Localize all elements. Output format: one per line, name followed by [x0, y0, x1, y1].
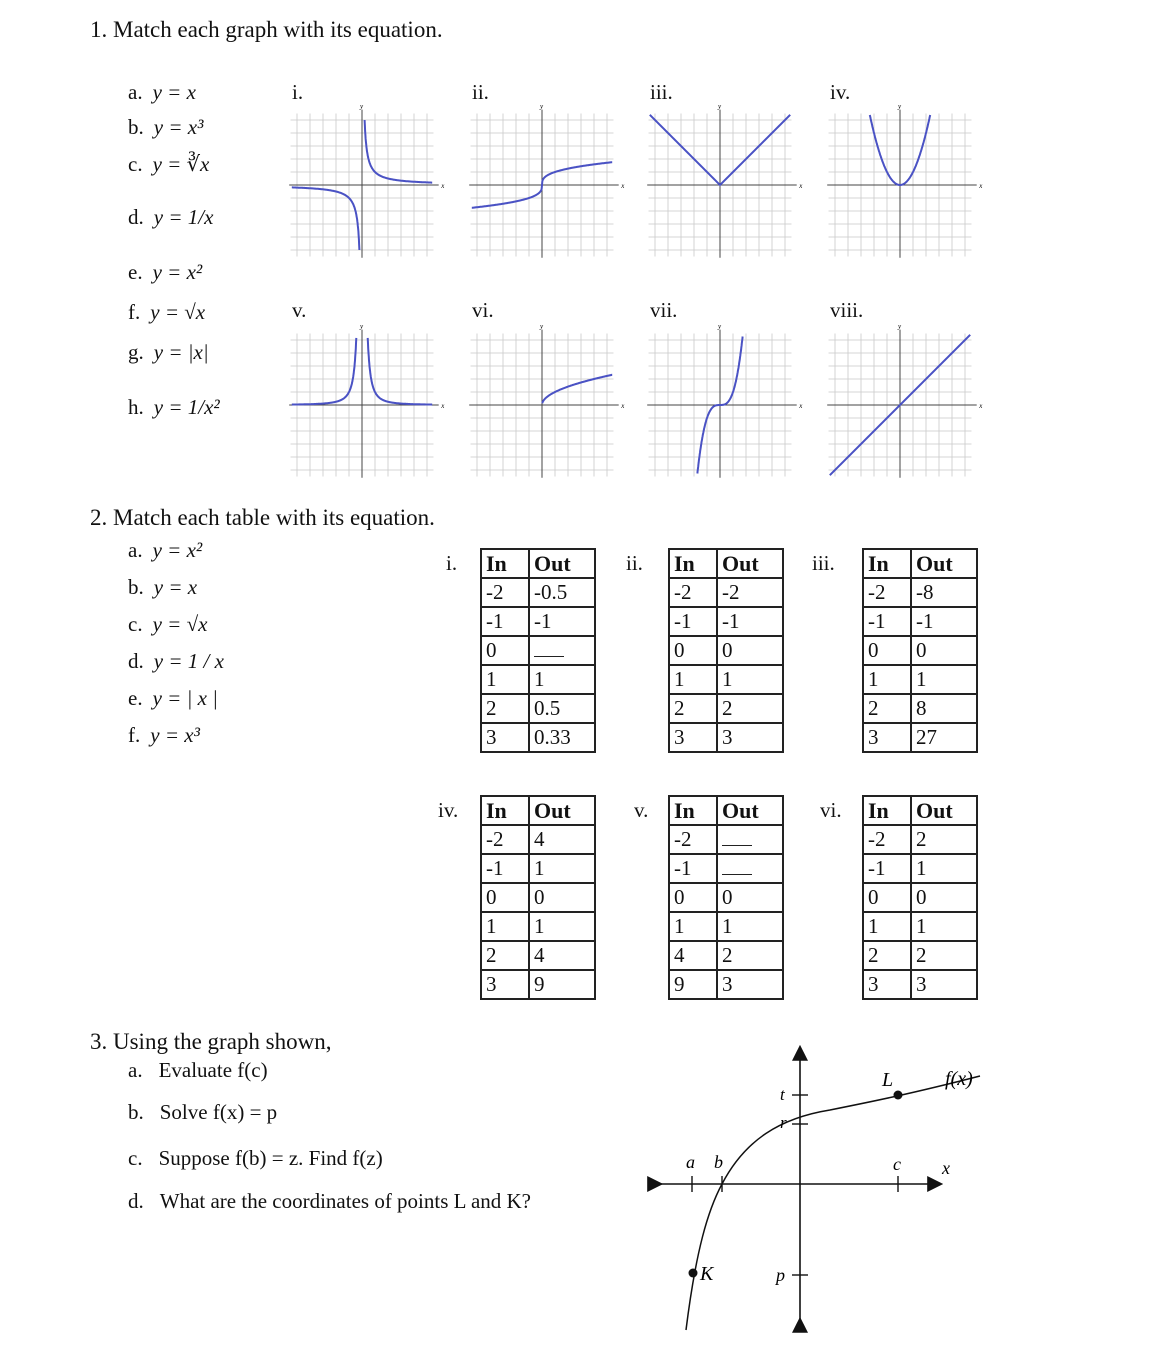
label-r: r: [780, 1113, 787, 1132]
table-row: [669, 883, 783, 912]
q2-equation-label: f.: [128, 723, 141, 747]
q2-table-label: iii.: [812, 551, 835, 575]
table-header-row: [669, 796, 783, 825]
q1-equation-a: [128, 80, 196, 105]
q3-part-label: a.: [128, 1058, 143, 1082]
table-row: [669, 607, 783, 636]
q1-equation-expr: y = 1/x²: [153, 395, 220, 419]
table-cell: 3: [481, 970, 529, 999]
q1-equation-expr: y = x: [152, 80, 196, 104]
point-L: [894, 1091, 903, 1100]
table-row: [669, 665, 783, 694]
q1-equation-expr: y = ∛x: [152, 152, 210, 176]
table-cell: 1: [481, 665, 529, 694]
table-row: [481, 854, 595, 883]
table-cell: -1: [863, 854, 911, 883]
table-cell: 0: [481, 636, 529, 665]
q1-equation-expr: y = x²: [152, 260, 203, 284]
table-cell: 3: [863, 723, 911, 752]
q1-equation-expr: y = |x|: [153, 340, 209, 364]
table-cell: 3: [863, 970, 911, 999]
table-header-cell: In: [481, 549, 529, 578]
table-cell: 0: [669, 636, 717, 665]
q2-equation-expr: y = x: [153, 575, 198, 599]
table-cell: 3: [717, 723, 783, 752]
table-cell: 1: [863, 665, 911, 694]
blank-line: [722, 858, 752, 875]
point-K: [689, 1269, 698, 1278]
table-cell: 1: [669, 912, 717, 941]
table-header-cell: Out: [717, 796, 783, 825]
table-cell: 2: [911, 825, 977, 854]
q2-equation-label: e.: [128, 686, 143, 710]
q3-part-label: c.: [128, 1146, 143, 1170]
y-axis-letter: y: [898, 322, 902, 331]
q2-table-label: i.: [446, 551, 458, 575]
table-row: [863, 665, 977, 694]
y-axis-letter: y: [898, 102, 902, 111]
q2-table-3: [862, 548, 978, 753]
table-cell: 0: [669, 883, 717, 912]
q1-graph-3: [652, 102, 803, 270]
table-header-cell: In: [863, 796, 911, 825]
table-cell: 9: [529, 970, 595, 999]
table-row: [481, 912, 595, 941]
table-cell: -2: [669, 825, 717, 854]
table-cell: 1: [529, 912, 595, 941]
q2-equation-label: c.: [128, 612, 143, 636]
q2-table-label: vi.: [820, 798, 842, 822]
q1-graph-label: vii.: [650, 298, 678, 322]
q2-equation-d: [128, 649, 224, 674]
q1-equation-d: [128, 205, 213, 230]
table-cell: 1: [717, 912, 783, 941]
table-cell: 3: [481, 723, 529, 752]
q3-graph: [630, 1040, 1000, 1340]
table-cell: [717, 825, 783, 854]
q1-equation-label: h.: [128, 395, 144, 419]
table-row: [481, 694, 595, 723]
y-axis-letter: y: [360, 102, 364, 111]
q1-graph-label: i.: [292, 80, 304, 104]
y-axis-letter: y: [540, 322, 544, 331]
q2-equation-expr: y = x²: [152, 538, 203, 562]
q2-table-label: iv.: [438, 798, 459, 822]
table-header-cell: Out: [911, 549, 977, 578]
table-cell: 2: [481, 941, 529, 970]
q1-graph-7: [652, 322, 803, 490]
table-row: [669, 912, 783, 941]
table-cell: 2: [863, 941, 911, 970]
table-row: [481, 825, 595, 854]
label-x: x: [942, 1158, 950, 1178]
q2-table-2: [668, 548, 784, 753]
table-header-cell: Out: [529, 549, 595, 578]
table-cell: 1: [863, 912, 911, 941]
table-cell: 4: [529, 941, 595, 970]
q3-part-label: d.: [128, 1189, 144, 1213]
x-axis-letter: x: [621, 182, 625, 190]
q3-part-a: [128, 1058, 268, 1083]
table-row: [863, 723, 977, 752]
table-row: [481, 970, 595, 999]
table-row: [863, 970, 977, 999]
table-row: [669, 636, 783, 665]
table-cell: -1: [669, 607, 717, 636]
table-cell: -1: [911, 607, 977, 636]
table-cell: [717, 854, 783, 883]
label-K: K: [700, 1263, 714, 1285]
table-header-cell: Out: [529, 796, 595, 825]
table-row: [863, 941, 977, 970]
q1-graph-label: v.: [292, 298, 307, 322]
table-cell: 1: [911, 912, 977, 941]
table-cell: 3: [911, 970, 977, 999]
blank-line: [534, 640, 564, 657]
q2-equation-label: d.: [128, 649, 144, 673]
table-header-cell: In: [863, 549, 911, 578]
table-row: [481, 723, 595, 752]
q2-table-4: [480, 795, 596, 1000]
label-t: t: [780, 1085, 785, 1104]
q1-graph-2: [474, 102, 625, 270]
label-p: p: [776, 1265, 785, 1285]
q2-equation-a: [128, 538, 202, 563]
q1-graph-5: [294, 322, 445, 490]
table-cell: -8: [911, 578, 977, 607]
q3-part-text: Solve f(x) = p: [159, 1100, 278, 1124]
table-row: [481, 636, 595, 665]
table-row: [669, 854, 783, 883]
x-axis-letter: x: [979, 182, 983, 190]
table-cell: 0: [481, 883, 529, 912]
label-a: a: [686, 1152, 695, 1172]
table-cell: -1: [717, 607, 783, 636]
table-cell: 0: [529, 883, 595, 912]
x-axis-letter: x: [979, 402, 983, 410]
table-cell: 2: [669, 694, 717, 723]
table-row: [669, 825, 783, 854]
table-cell: [529, 636, 595, 665]
q3-part-b: [128, 1100, 277, 1125]
x-axis-letter: x: [441, 182, 445, 190]
table-cell: 2: [863, 694, 911, 723]
table-cell: -1: [669, 854, 717, 883]
q1-equation-expr: y = √x: [150, 300, 206, 324]
q1-equation-c: [128, 152, 209, 177]
table-row: [669, 941, 783, 970]
q1-equation-label: f.: [128, 300, 141, 324]
label-L: L: [882, 1069, 894, 1091]
x-axis-letter: x: [799, 182, 803, 190]
table-cell: 0: [863, 636, 911, 665]
table-row: [863, 883, 977, 912]
q2-table-6: [862, 795, 978, 1000]
q2-table-label: ii.: [626, 551, 643, 575]
table-cell: -2: [669, 578, 717, 607]
q2-equation-expr: y = | x |: [152, 686, 218, 710]
table-cell: 4: [529, 825, 595, 854]
table-row: [863, 607, 977, 636]
table-row: [669, 970, 783, 999]
table-row: [669, 578, 783, 607]
q3-part-d: [128, 1189, 531, 1214]
x-axis-letter: x: [441, 402, 445, 410]
q1-equation-expr: y = x³: [153, 115, 204, 139]
table-cell: 0: [911, 883, 977, 912]
table-cell: -1: [481, 854, 529, 883]
table-row: [669, 694, 783, 723]
y-axis-letter: y: [540, 102, 544, 111]
table-header-cell: Out: [717, 549, 783, 578]
q2-equation-label: b.: [128, 575, 144, 599]
table-cell: 1: [717, 665, 783, 694]
table-cell: -2: [863, 825, 911, 854]
table-cell: 2: [481, 694, 529, 723]
label-b: b: [714, 1152, 723, 1172]
y-axis-letter: y: [718, 102, 722, 111]
table-cell: 3: [717, 970, 783, 999]
q2-equation-e: [128, 686, 218, 711]
table-row: [863, 636, 977, 665]
q3-part-label: b.: [128, 1100, 144, 1124]
q2-table-5: [668, 795, 784, 1000]
q1-graph-1: [294, 102, 445, 270]
table-cell: -0.5: [529, 578, 595, 607]
table-cell: 0: [717, 883, 783, 912]
q1-graph-6: [474, 322, 625, 490]
q1-equation-e: [128, 260, 202, 285]
table-header-row: [863, 549, 977, 578]
q2-table-label: v.: [634, 798, 649, 822]
q1-equation-label: g.: [128, 340, 144, 364]
table-row: [481, 941, 595, 970]
q1-graph-label: iv.: [830, 80, 851, 104]
table-row: [481, 607, 595, 636]
table-cell: -2: [717, 578, 783, 607]
q2-title: 2. Match each table with its equation.: [90, 505, 435, 530]
table-row: [669, 723, 783, 752]
q1-equation-b: [128, 115, 203, 140]
table-cell: 27: [911, 723, 977, 752]
q2-table-1: [480, 548, 596, 753]
table-cell: -2: [481, 825, 529, 854]
q3-part-text: Evaluate f(c): [158, 1058, 268, 1082]
q2-equation-expr: y = 1 / x: [153, 649, 224, 673]
label-c: c: [893, 1154, 901, 1174]
q1-graph-4: [832, 102, 983, 270]
q1-graph-label: vi.: [472, 298, 494, 322]
q2-equation-c: [128, 612, 207, 637]
q3-part-text: What are the coordinates of points L and K?: [159, 1189, 532, 1213]
q1-equation-h: [128, 395, 220, 420]
table-cell: 8: [911, 694, 977, 723]
y-axis-letter: y: [718, 322, 722, 331]
table-cell: 3: [669, 723, 717, 752]
q3-part-c: [128, 1146, 383, 1171]
table-header-cell: In: [481, 796, 529, 825]
x-axis-letter: x: [621, 402, 625, 410]
q3-curve: [686, 1076, 980, 1330]
table-cell: -2: [863, 578, 911, 607]
x-axis-letter: x: [799, 402, 803, 410]
q2-equation-label: a.: [128, 538, 143, 562]
q1-graph-8: [832, 322, 983, 490]
table-cell: 2: [717, 941, 783, 970]
table-cell: 4: [669, 941, 717, 970]
q1-equation-label: b.: [128, 115, 144, 139]
table-row: [863, 578, 977, 607]
q1-equation-label: a.: [128, 80, 143, 104]
q3-title: 3. Using the graph shown,: [90, 1029, 332, 1054]
q1-equation-f: [128, 300, 205, 325]
table-row: [481, 578, 595, 607]
q1-graph-label: viii.: [830, 298, 864, 322]
table-cell: 0: [863, 883, 911, 912]
table-cell: 0: [911, 636, 977, 665]
table-row: [481, 665, 595, 694]
table-cell: 0: [717, 636, 783, 665]
table-row: [481, 883, 595, 912]
table-cell: -1: [863, 607, 911, 636]
table-cell: 2: [911, 941, 977, 970]
table-header-row: [669, 549, 783, 578]
label-fx: f(x): [945, 1068, 973, 1090]
table-cell: 1: [911, 854, 977, 883]
table-cell: 1: [481, 912, 529, 941]
q2-equation-f: [128, 723, 200, 748]
table-cell: 1: [529, 665, 595, 694]
table-header-row: [481, 549, 595, 578]
q1-equation-expr: y = 1/x: [153, 205, 214, 229]
q1-equation-label: c.: [128, 152, 143, 176]
table-header-cell: In: [669, 796, 717, 825]
q1-graph-label: ii.: [472, 80, 489, 104]
table-cell: 0.5: [529, 694, 595, 723]
table-row: [863, 825, 977, 854]
table-header-cell: Out: [911, 796, 977, 825]
table-cell: 1: [669, 665, 717, 694]
table-cell: 1: [911, 665, 977, 694]
table-header-row: [863, 796, 977, 825]
table-cell: -1: [529, 607, 595, 636]
blank-line: [722, 829, 752, 846]
y-axis-letter: y: [360, 322, 364, 331]
table-cell: 2: [717, 694, 783, 723]
table-cell: -1: [481, 607, 529, 636]
table-header-row: [481, 796, 595, 825]
q1-graph-label: iii.: [650, 80, 673, 104]
q2-equation-expr: y = √x: [152, 612, 208, 636]
q1-equation-label: e.: [128, 260, 143, 284]
table-header-cell: In: [669, 549, 717, 578]
table-cell: 0.33: [529, 723, 595, 752]
q1-equation-g: [128, 340, 209, 365]
table-cell: -2: [481, 578, 529, 607]
q1-equation-label: d.: [128, 205, 144, 229]
q2-equation-expr: y = x³: [150, 723, 200, 747]
q3-part-text: Suppose f(b) = z. Find f(z): [158, 1146, 383, 1170]
table-cell: 9: [669, 970, 717, 999]
table-row: [863, 854, 977, 883]
table-row: [863, 912, 977, 941]
table-row: [863, 694, 977, 723]
q1-title: 1. Match each graph with its equation.: [90, 17, 443, 42]
table-cell: 1: [529, 854, 595, 883]
q2-equation-b: [128, 575, 197, 600]
